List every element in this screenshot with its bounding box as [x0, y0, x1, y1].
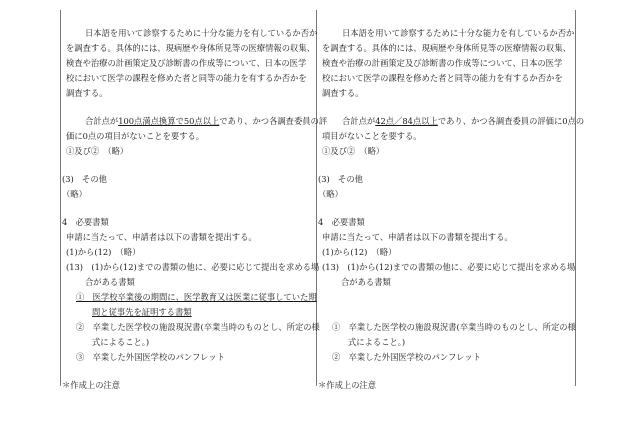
left-sub3: ③ 卒業した外国医学校のパンフレット: [76, 352, 225, 362]
right-score-line3: ①及び② （略）: [322, 146, 385, 156]
left-para1-line3: 検査や治療の計画策定及び診断書の作成等について、日本の医学: [66, 58, 307, 68]
right-sub1-line2: 式によること。): [348, 337, 406, 347]
right-score-line1: [342, 116, 584, 127]
left-score-underline: 100点満点換算で50点以上: [118, 116, 220, 126]
right-footnote: ＊作成上の注意: [318, 380, 377, 390]
right-item13-line1: (13) (1)から(12)までの書類の他に、必要に応じて提出を求める場: [322, 262, 576, 272]
left-para1-line4: 校において医学の課程を修めた者と同等の能力を有するか否かを: [66, 73, 307, 83]
right-items-1-12: (1)から(12) （略）: [322, 247, 397, 257]
left-sub1-line2: 間と従事先を証明する書類: [92, 307, 192, 317]
right-item13-line2: 合がある書類: [341, 277, 391, 287]
left-sec3-body: （略）: [62, 189, 87, 199]
left-para1-line1: 日本語を用いて診察するために十分な能力を有しているか否か: [85, 28, 318, 38]
right-score-line2: 項目がないことを要する。: [322, 131, 422, 141]
left-sec3-title: (3) その他: [62, 174, 107, 184]
left-items-1-12: (1)から(12) （略）: [66, 247, 141, 257]
right-para1-line5: 調査する。: [322, 88, 364, 98]
left-para1-line5: 調査する。: [66, 88, 108, 98]
left-item13-line2: 合がある書類: [85, 277, 135, 287]
left-sec4-intro: 申請に当たって、申請者は以下の書類を提出する。: [66, 232, 257, 242]
left-sub2-line1: ② 卒業した医学校の施設現況書(卒業当時のものとし、所定の様: [76, 322, 320, 332]
right-para1-line2: を調査する。具体的には、現病歴や身体所見等の医療情報の収集、: [322, 43, 571, 53]
right-sec4-title: 4 必要書類: [318, 217, 365, 227]
left-sub1-line1: ① 医学校卒業後の期間に、医学教育又は医業に従事していた期: [76, 292, 317, 302]
left-para1-line2: を調査する。具体的には、現病歴や身体所見等の医療情報の収集、: [66, 43, 315, 53]
left-score-line3: ①及び② （略）: [66, 146, 129, 156]
right-sub2: ② 卒業した外国医学校のパンフレット: [332, 352, 481, 362]
left-sub2-line2: 式によること。): [92, 337, 150, 347]
right-sub1-line1: ① 卒業した医学校の施設現況書(卒業当時のものとし、所定の様: [332, 322, 576, 332]
left-score-line2: 価に0点の項目がないことを要する。: [66, 131, 205, 141]
right-para1-line1: 日本語を用いて診察するために十分な能力を有しているか否か: [342, 28, 575, 38]
left-score-post: であり、かつ各調査委員の評: [219, 116, 328, 126]
left-item13-line1: (13) (1)から(12)までの書類の他に、必要に応じて提出を求める場: [66, 262, 320, 272]
right-sec3-body: （略）: [318, 189, 343, 199]
right-score-pre: 合計点が: [342, 116, 376, 126]
right-sec3-title: (3) その他: [318, 174, 363, 184]
right-para1-line3: 検査や治療の計画策定及び診断書の作成等について、日本の医学: [322, 58, 563, 68]
left-score-pre: 合計点が: [85, 116, 119, 126]
left-score-line1: [85, 116, 327, 127]
left-sec4-title: 4 必要書類: [62, 217, 109, 227]
left-column-border: [60, 10, 61, 386]
right-sec4-intro: 申請に当たって、申請者は以下の書類を提出する。: [322, 232, 513, 242]
left-footnote: ＊作成上の注意: [62, 380, 121, 390]
right-score-underline: 42点／84点以上: [375, 116, 438, 126]
right-para1-line4: 校において医学の課程を修めた者と同等の能力を有するか否かを: [322, 73, 563, 83]
right-score-post: であり、かつ各調査委員の評価に0点の: [437, 116, 585, 126]
